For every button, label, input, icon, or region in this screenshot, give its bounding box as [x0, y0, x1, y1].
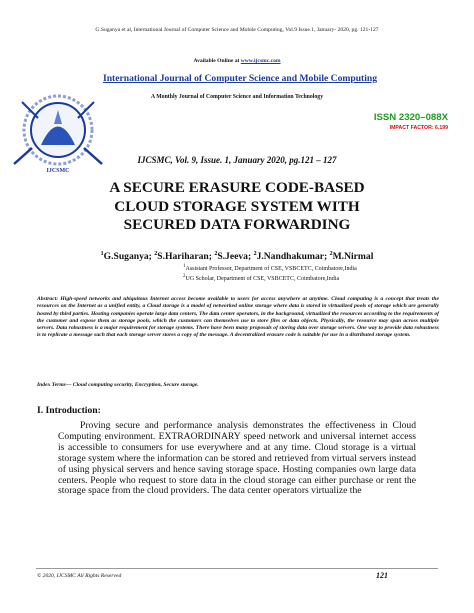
title-line: CLOUD STORAGE SYSTEM WITH	[114, 197, 360, 215]
introduction-body	[58, 421, 416, 497]
author-name: S.Jeeva;	[217, 251, 254, 263]
affiliation	[183, 264, 357, 272]
author-sup: 2	[329, 251, 333, 257]
author-name: G.Suganya;	[103, 251, 155, 263]
available-prefix: Available Online at	[193, 58, 241, 64]
paper-title	[60, 179, 414, 235]
abstract: Abstract: High-speed networks and ubiquitous Internet access become available to users for access anywhere at anytime. Cloud computing is a concept that treats the resources on the Internet as a unified entity, a Cloud storage is a model of networked online storage where data is stored in virtualized pools of storage which are generally hosted by third parties. Hosting companies operate large data centers, The data center operators, in the background, virtualized the resources according to the requirements of the customer and expose them as storage pools, which the customers can themselves use to store files or data objects. Physically, the resource may span across multiple servers. Data robustness is a major requirement for storage systems. There have been many proposals of storing data over storage servers. One way to provide data robustness is to replicate a message such that each storage server stores a copy of the message. A decentralized erasure code is suitable for use in a distributed storage system.	[37, 296, 439, 339]
logo-label: IJCSMC	[46, 168, 70, 174]
author-name: S.Hariharan;	[157, 251, 215, 263]
affiliation-text: Assistant Professor, Department of CSE, VSBCETC, Coimbatore,India	[185, 266, 357, 272]
author-sup: 2	[214, 251, 218, 257]
impact-factor: IMPACT FACTOR: 6.199	[389, 125, 448, 131]
author-sup: 2	[253, 251, 257, 257]
author-sup: 2	[154, 251, 158, 257]
copyright-notice: © 2020, IJCSMC All Rights Reserved	[37, 573, 122, 579]
title-line: SECURED DATA FORWARDING	[123, 216, 351, 233]
section-heading: I. Introduction:	[37, 405, 101, 416]
author-list	[0, 251, 474, 262]
author-sup: 1	[100, 251, 104, 257]
affiliation-text: UG Scholar, Department of CSE, VSBCETC, Coimbatore,India	[185, 276, 340, 282]
journal-name[interactable]: International Journal of Computer Science and Mobile Computing	[102, 73, 378, 84]
running-head: G.Suganya et al, International Journal of Computer Science and Mobile Computing, Vol.9 Issue.1, January- 2020, pg. 121-127	[95, 27, 379, 33]
title-line: A SECURE ERASURE CODE-BASED	[109, 179, 365, 196]
journal-subtitle: A Monthly Journal of Computer Science and Information Technology	[150, 94, 324, 100]
issn-number: ISSN 2320–088X	[373, 112, 448, 123]
footer-divider	[36, 568, 438, 569]
index-terms: Index Terms— Cloud computing security, Encryption, Secure storage.	[37, 382, 199, 388]
intro-paragraph: Proving secure and performance analysis demonstrates the effectiveness in Cloud Computing environment. EXTRAORDINARY speed network and universal internet access is accessible to consumers for use everywhere and at any time. Cloud storage is a virtual storage system where the information can be stored and retrieved from virtual servers instead of using physical servers and hence saving storage space. Hosting companies own large data centers. People who request to store data in the cloud storage can either purchase or rent the storage space from the cloud providers. The data center operators virtualize the	[58, 420, 416, 497]
available-online	[0, 58, 474, 64]
affiliation-sup: 1	[183, 264, 186, 269]
author-name: M.Nirmal	[332, 251, 374, 263]
author-name: J.Nandhakumar;	[256, 251, 330, 263]
journal-url-link[interactable]: www.ijcsmc.com	[240, 58, 281, 64]
affiliation-sup: 2	[183, 274, 186, 279]
volume-issue-line: IJCSMC, Vol. 9, Issue. 1, January 2020, pg.121 – 127	[137, 155, 337, 165]
affiliation	[183, 274, 339, 282]
page-number: 121	[376, 571, 388, 580]
